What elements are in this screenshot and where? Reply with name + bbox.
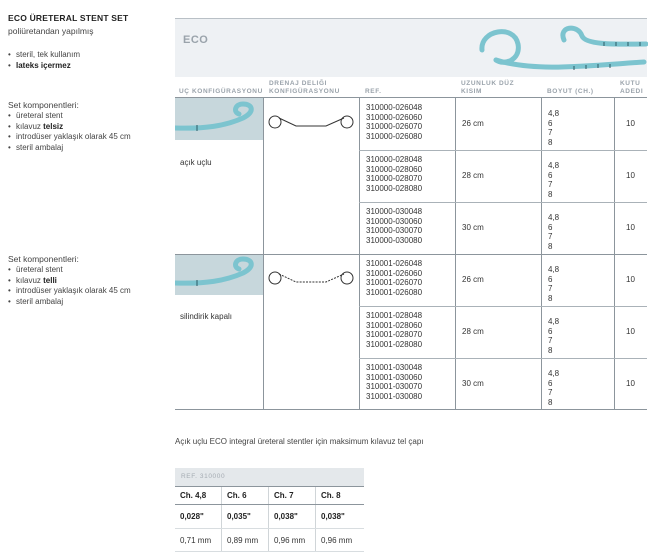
size-value: 6: [548, 170, 553, 180]
guidewire-header-row: [175, 486, 364, 505]
ref-number: 310000-028060: [366, 164, 423, 174]
ref-number: 310001-026060: [366, 268, 423, 278]
size-value: 4,8: [548, 213, 560, 222]
guidewire-mm-row: [175, 529, 364, 552]
size-value: 4,8: [548, 317, 560, 326]
ref-number: 310000-030070: [366, 226, 423, 235]
ref-number: 310001-030060: [366, 372, 423, 382]
guidewire-note: Açık uçlu ECO integral üreteral stentler için maksimum kılavuz tel çapı: [175, 437, 424, 446]
size-value: 6: [548, 378, 553, 388]
size-value: 4,8: [548, 109, 560, 118]
guidewire-mm-value: 0,96 mm: [321, 535, 353, 545]
box-qty: 10: [626, 171, 635, 180]
ref-number: 310000-026048: [366, 103, 423, 112]
ref-number: 310001-030048: [366, 363, 423, 372]
row-rule: [359, 150, 647, 151]
guidewire-inch-value: 0,038": [321, 512, 345, 521]
size-value: 8: [548, 397, 553, 407]
size-value: 4,8: [548, 265, 560, 274]
size-value: 8: [548, 137, 553, 147]
ref-list: [366, 311, 422, 349]
ref-number: 310001-028070: [366, 330, 423, 339]
set2-item: • üreteral stent: [8, 265, 131, 276]
row-rule: [359, 358, 647, 359]
col-drain: DRENAJ DELIĞI KONFIGÜRASYONU: [269, 80, 340, 95]
ref-list: [366, 363, 422, 401]
ref-number: 310001-026070: [366, 278, 423, 287]
set2-item: • steril ambalaj: [8, 297, 131, 308]
size-value: 6: [548, 326, 553, 336]
col-box: KUTU ADEDI: [620, 80, 644, 95]
guidewire-mm-value: 0,71 mm: [175, 529, 222, 551]
row-rule: [359, 202, 647, 203]
set2-item: • introdüser yaklaşık olarak 45 cm: [8, 286, 131, 297]
guidewire-col-header: Ch. 4,8: [175, 487, 222, 504]
size-value: 7: [548, 388, 553, 397]
size-value: 4,8: [548, 369, 560, 378]
col-tip: UÇ KONFIGÜRASYONU: [179, 88, 263, 95]
guidewire-inch-row: [175, 505, 364, 529]
size-list: [548, 213, 559, 251]
set1-heading: Set komponentleri:: [8, 100, 79, 110]
size-list: [548, 161, 559, 199]
size-value: 4,8: [548, 161, 560, 170]
size-list: [548, 265, 559, 303]
size-value: 7: [548, 336, 553, 345]
size-value: 7: [548, 128, 553, 137]
guidewire-col-header: Ch. 7: [269, 487, 316, 504]
ref-list: [366, 207, 422, 245]
ref-number: 310000-028080: [366, 183, 423, 193]
row-rule: [359, 306, 647, 307]
box-qty: 10: [626, 119, 635, 128]
set1-item: • kılavuz telsiz: [8, 122, 131, 133]
size-value: 6: [548, 222, 553, 232]
set2-list: [8, 265, 131, 307]
col-length: UZUNLUK DÜZ KISIM: [461, 80, 515, 95]
ref-number: 310001-026048: [366, 259, 423, 268]
size-value: 7: [548, 284, 553, 293]
guidewire-inch-value: 0,035": [222, 505, 269, 528]
size-value: 8: [548, 189, 553, 199]
guidewire-mm-value: 0,89 mm: [222, 529, 269, 551]
tip-label-closed: silindirik kapalı: [180, 312, 233, 321]
col-ref: REF.: [365, 88, 382, 95]
guidewire-col-header: Ch. 6: [222, 487, 269, 504]
box-qty: 10: [626, 275, 635, 284]
set2-heading: Set komponentleri:: [8, 254, 79, 264]
ref-number: 310001-030070: [366, 382, 423, 391]
length-value: 30 cm: [462, 379, 484, 388]
size-value: 8: [548, 293, 553, 303]
ref-number: 310000-026060: [366, 112, 423, 122]
size-value: 7: [548, 180, 553, 189]
size-list: [548, 109, 559, 147]
guidewire-inch-value: 0,038": [269, 505, 316, 528]
open-tip-photo: [175, 98, 263, 140]
guidewire-col-header: Ch. 8: [321, 491, 341, 500]
banner-label: ECO: [183, 34, 209, 46]
intro-list: [8, 50, 80, 71]
size-value: 6: [548, 274, 553, 284]
closed-tip-photo: [175, 255, 263, 295]
guidewire-table-ref: REF. 310000: [175, 468, 364, 486]
product-subtitle: poliüretandan yapılmış: [8, 26, 94, 36]
size-value: 6: [548, 118, 553, 128]
set1-item: • introdüser yaklaşık olarak 45 cm: [8, 132, 131, 143]
set2-item: • kılavuz telli: [8, 276, 131, 287]
length-value: 28 cm: [462, 171, 484, 180]
ref-number: 310000-030048: [366, 207, 423, 216]
size-value: 8: [548, 345, 553, 355]
ref-list: [366, 155, 422, 193]
ref-number: 310000-026080: [366, 131, 423, 141]
tip-label-open: açık uçlu: [180, 158, 212, 167]
box-qty: 10: [626, 327, 635, 336]
length-value: 26 cm: [462, 119, 484, 128]
ref-number: 310000-030060: [366, 216, 423, 226]
ref-number: 310001-028048: [366, 311, 423, 320]
drain-hole-diagram-open: [266, 110, 356, 134]
intro-item: • steril, tek kullanım: [8, 50, 80, 61]
length-value: 28 cm: [462, 327, 484, 336]
size-list: [548, 317, 559, 355]
guidewire-table: [175, 468, 364, 552]
size-list: [548, 369, 559, 407]
ref-number: 310000-030080: [366, 235, 423, 245]
ref-number: 310000-028048: [366, 155, 423, 164]
size-value: 8: [548, 241, 553, 251]
guidewire-inch-value: 0,028": [175, 505, 222, 528]
stent-product-illustration: [474, 22, 648, 72]
size-value: 7: [548, 232, 553, 241]
set1-item: • steril ambalaj: [8, 143, 131, 154]
ref-list: [366, 259, 422, 297]
ref-number: 310001-028060: [366, 320, 423, 330]
set1-list: [8, 111, 131, 153]
guidewire-mm-value: 0,96 mm: [269, 529, 316, 551]
ref-number: 310000-026070: [366, 122, 423, 131]
drain-hole-diagram-closed: [266, 264, 356, 292]
ref-list: [366, 103, 422, 141]
length-value: 26 cm: [462, 275, 484, 284]
set1-item: • üreteral stent: [8, 111, 131, 122]
length-value: 30 cm: [462, 223, 484, 232]
box-qty: 10: [626, 379, 635, 388]
ref-number: 310001-028080: [366, 339, 423, 349]
ref-number: 310001-030080: [366, 391, 423, 401]
box-qty: 10: [626, 223, 635, 232]
intro-item-latex: • lateks içermez: [8, 61, 80, 72]
product-title: ECO ÜRETERAL STENT SET: [8, 13, 129, 23]
col-size: BOYUT (CH.): [547, 88, 594, 95]
table-bottom-rule: [175, 409, 647, 410]
ref-number: 310000-028070: [366, 174, 423, 183]
ref-number: 310001-026080: [366, 287, 423, 297]
